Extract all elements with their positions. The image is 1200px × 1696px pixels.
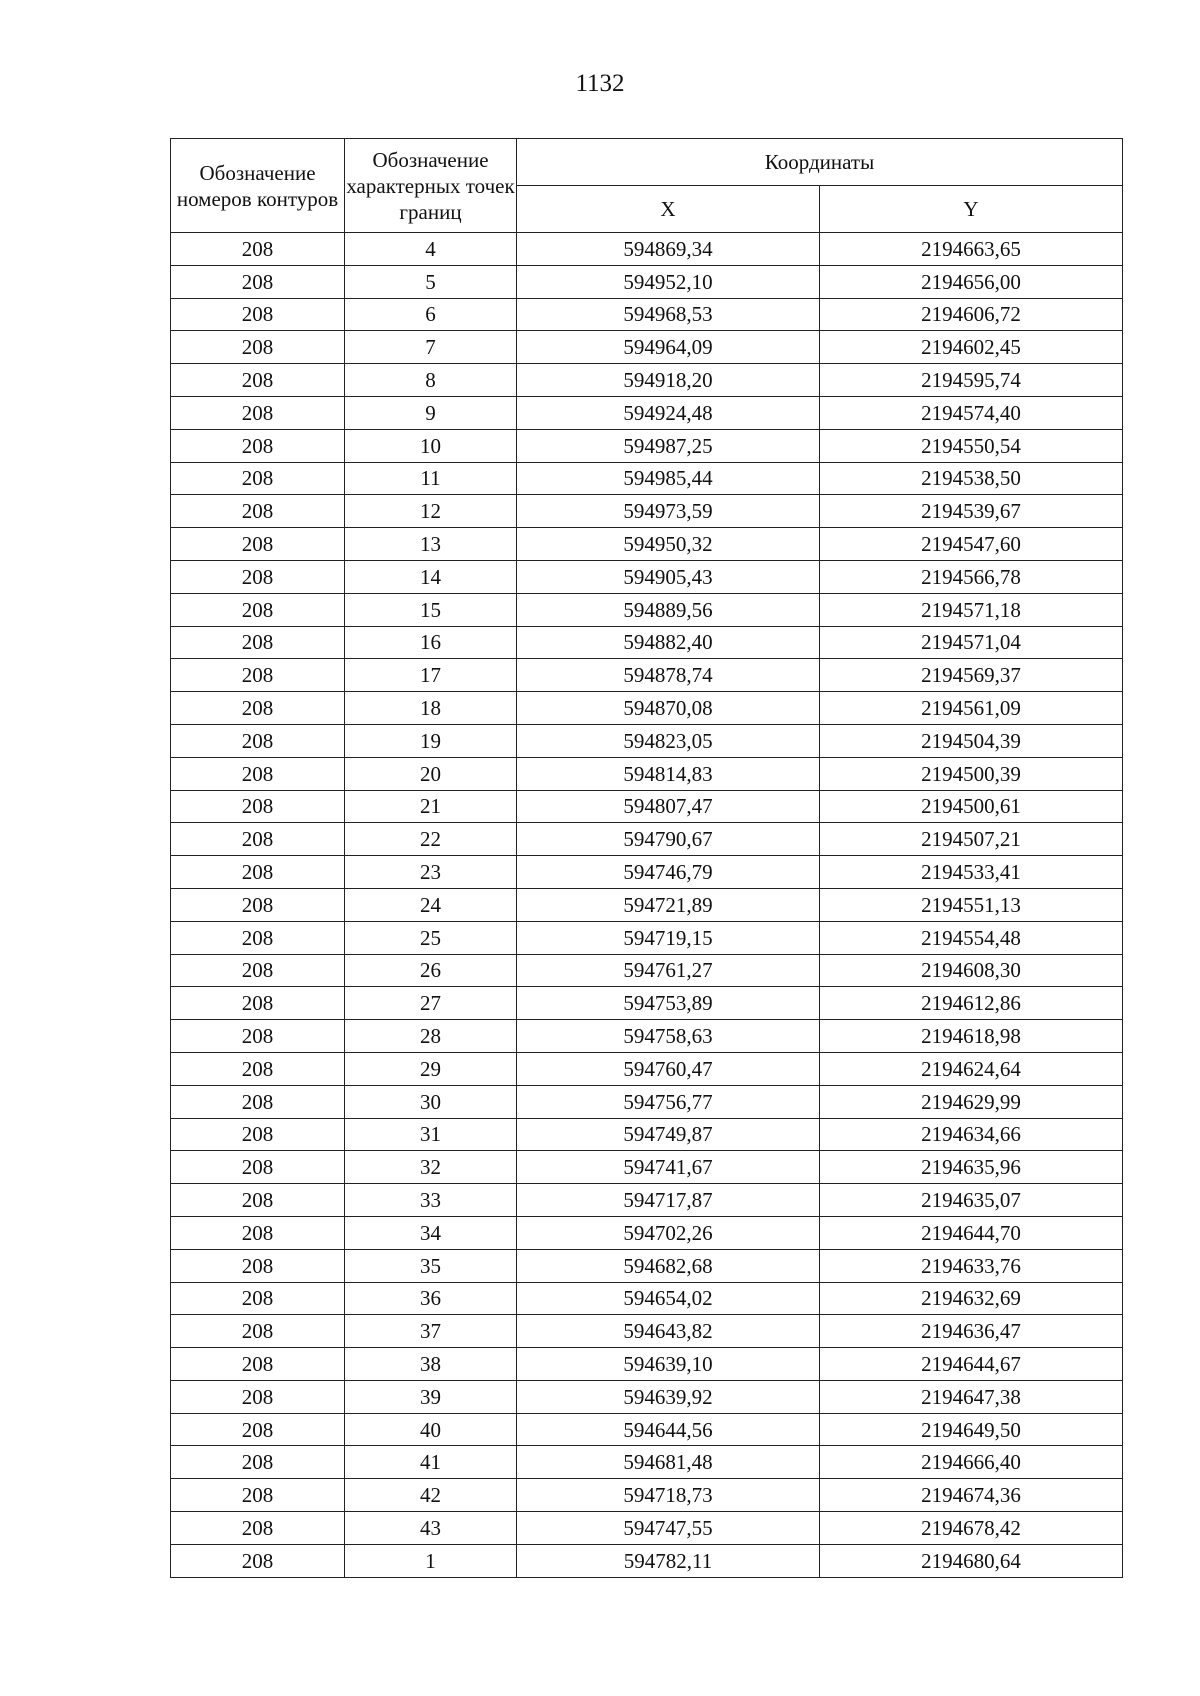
cell-x: 594870,08 [517,692,820,725]
cell-contour-number: 208 [171,659,345,692]
cell-y: 2194680,64 [820,1544,1123,1577]
cell-point-number: 43 [345,1512,517,1545]
cell-x: 594718,73 [517,1479,820,1512]
table-row [171,462,1123,495]
cell-y: 2194612,86 [820,987,1123,1020]
cell-point-number: 33 [345,1184,517,1217]
cell-contour-number: 208 [171,1249,345,1282]
table-row [171,1446,1123,1479]
cell-point-number: 16 [345,626,517,659]
cell-y: 2194569,37 [820,659,1123,692]
cell-point-number: 18 [345,692,517,725]
cell-x: 594987,25 [517,429,820,462]
cell-y: 2194500,39 [820,757,1123,790]
cell-x: 594643,82 [517,1315,820,1348]
cell-point-number: 27 [345,987,517,1020]
cell-contour-number: 208 [171,528,345,561]
table-row [171,1118,1123,1151]
table-row [171,954,1123,987]
header-x: X [517,186,820,233]
cell-x: 594681,48 [517,1446,820,1479]
cell-x: 594719,15 [517,921,820,954]
cell-point-number: 42 [345,1479,517,1512]
cell-point-number: 41 [345,1446,517,1479]
cell-x: 594950,32 [517,528,820,561]
table-row [171,1249,1123,1282]
cell-point-number: 28 [345,1020,517,1053]
cell-point-number: 25 [345,921,517,954]
cell-point-number: 17 [345,659,517,692]
cell-y: 2194644,67 [820,1348,1123,1381]
cell-contour-number: 208 [171,233,345,266]
cell-contour-number: 208 [171,1151,345,1184]
cell-point-number: 35 [345,1249,517,1282]
table-row [171,1512,1123,1545]
table-row [171,331,1123,364]
table-row [171,692,1123,725]
cell-x: 594968,53 [517,298,820,331]
cell-x: 594654,02 [517,1282,820,1315]
cell-x: 594918,20 [517,364,820,397]
cell-y: 2194574,40 [820,396,1123,429]
table-row [171,888,1123,921]
cell-y: 2194644,70 [820,1216,1123,1249]
cell-x: 594985,44 [517,462,820,495]
cell-point-number: 10 [345,429,517,462]
cell-y: 2194595,74 [820,364,1123,397]
table-row [171,593,1123,626]
cell-contour-number: 208 [171,790,345,823]
cell-contour-number: 208 [171,560,345,593]
cell-y: 2194507,21 [820,823,1123,856]
table-row [171,364,1123,397]
cell-point-number: 34 [345,1216,517,1249]
cell-x: 594807,47 [517,790,820,823]
cell-contour-number: 208 [171,1446,345,1479]
cell-contour-number: 208 [171,298,345,331]
cell-y: 2194550,54 [820,429,1123,462]
cell-y: 2194624,64 [820,1052,1123,1085]
cell-y: 2194635,07 [820,1184,1123,1217]
cell-point-number: 1 [345,1544,517,1577]
table-row [171,987,1123,1020]
cell-point-number: 7 [345,331,517,364]
table-row [171,921,1123,954]
cell-y: 2194539,67 [820,495,1123,528]
table-header [171,139,1123,233]
cell-y: 2194663,65 [820,233,1123,266]
cell-point-number: 22 [345,823,517,856]
cell-x: 594753,89 [517,987,820,1020]
cell-contour-number: 208 [171,692,345,725]
cell-y: 2194634,66 [820,1118,1123,1151]
cell-point-number: 37 [345,1315,517,1348]
cell-y: 2194504,39 [820,724,1123,757]
cell-point-number: 32 [345,1151,517,1184]
cell-contour-number: 208 [171,987,345,1020]
page-number: 1132 [575,70,625,97]
cell-x: 594952,10 [517,265,820,298]
table-row [171,1216,1123,1249]
cell-point-number: 38 [345,1348,517,1381]
cell-contour-number: 208 [171,823,345,856]
table-row [171,1380,1123,1413]
table-row [171,429,1123,462]
cell-y: 2194533,41 [820,856,1123,889]
cell-point-number: 26 [345,954,517,987]
cell-point-number: 4 [345,233,517,266]
cell-point-number: 11 [345,462,517,495]
cell-x: 594869,34 [517,233,820,266]
cell-x: 594721,89 [517,888,820,921]
cell-contour-number: 208 [171,1315,345,1348]
cell-point-number: 5 [345,265,517,298]
table-row [171,1348,1123,1381]
cell-y: 2194633,76 [820,1249,1123,1282]
cell-contour-number: 208 [171,1512,345,1545]
cell-contour-number: 208 [171,331,345,364]
cell-y: 2194618,98 [820,1020,1123,1053]
table-row [171,1282,1123,1315]
table-row [171,823,1123,856]
cell-contour-number: 208 [171,1216,345,1249]
cell-contour-number: 208 [171,1348,345,1381]
cell-contour-number: 208 [171,921,345,954]
table-row [171,233,1123,266]
cell-contour-number: 208 [171,724,345,757]
table-row [171,396,1123,429]
cell-x: 594790,67 [517,823,820,856]
coordinates-table [170,138,1123,1578]
table-row [171,1479,1123,1512]
cell-y: 2194656,00 [820,265,1123,298]
cell-contour-number: 208 [171,462,345,495]
header-y: Y [820,186,1123,233]
cell-y: 2194674,36 [820,1479,1123,1512]
cell-contour-number: 208 [171,888,345,921]
cell-contour-number: 208 [171,1380,345,1413]
header-boundary-points: Обозначение характерных точек границ [345,139,517,233]
cell-point-number: 20 [345,757,517,790]
cell-contour-number: 208 [171,1184,345,1217]
cell-y: 2194636,47 [820,1315,1123,1348]
cell-x: 594814,83 [517,757,820,790]
cell-x: 594882,40 [517,626,820,659]
cell-contour-number: 208 [171,265,345,298]
cell-x: 594741,67 [517,1151,820,1184]
table-row [171,1151,1123,1184]
cell-x: 594924,48 [517,396,820,429]
cell-contour-number: 208 [171,495,345,528]
table-body [171,233,1123,1578]
cell-y: 2194635,96 [820,1151,1123,1184]
cell-x: 594747,55 [517,1512,820,1545]
cell-point-number: 19 [345,724,517,757]
cell-contour-number: 208 [171,1052,345,1085]
table-row [171,1052,1123,1085]
cell-x: 594639,10 [517,1348,820,1381]
cell-contour-number: 208 [171,757,345,790]
cell-x: 594749,87 [517,1118,820,1151]
cell-y: 2194571,18 [820,593,1123,626]
cell-point-number: 8 [345,364,517,397]
cell-point-number: 31 [345,1118,517,1151]
cell-contour-number: 208 [171,429,345,462]
cell-contour-number: 208 [171,1282,345,1315]
table-row [171,659,1123,692]
cell-contour-number: 208 [171,1020,345,1053]
table-row [171,495,1123,528]
cell-y: 2194629,99 [820,1085,1123,1118]
cell-x: 594682,68 [517,1249,820,1282]
cell-y: 2194561,09 [820,692,1123,725]
table-row [171,1184,1123,1217]
cell-x: 594889,56 [517,593,820,626]
cell-point-number: 13 [345,528,517,561]
table-row [171,790,1123,823]
cell-point-number: 39 [345,1380,517,1413]
cell-point-number: 21 [345,790,517,823]
cell-y: 2194551,13 [820,888,1123,921]
cell-x: 594758,63 [517,1020,820,1053]
cell-point-number: 23 [345,856,517,889]
cell-y: 2194566,78 [820,560,1123,593]
table-row [171,626,1123,659]
cell-point-number: 15 [345,593,517,626]
cell-contour-number: 208 [171,364,345,397]
cell-y: 2194608,30 [820,954,1123,987]
cell-point-number: 12 [345,495,517,528]
cell-contour-number: 208 [171,1479,345,1512]
cell-y: 2194538,50 [820,462,1123,495]
cell-point-number: 6 [345,298,517,331]
cell-contour-number: 208 [171,1118,345,1151]
table-row [171,1085,1123,1118]
cell-x: 594878,74 [517,659,820,692]
cell-point-number: 14 [345,560,517,593]
table-row [171,265,1123,298]
cell-point-number: 9 [345,396,517,429]
cell-x: 594905,43 [517,560,820,593]
table-row [171,1413,1123,1446]
cell-y: 2194647,38 [820,1380,1123,1413]
table-row [171,856,1123,889]
cell-x: 594760,47 [517,1052,820,1085]
cell-y: 2194649,50 [820,1413,1123,1446]
cell-contour-number: 208 [171,593,345,626]
cell-x: 594756,77 [517,1085,820,1118]
header-contour-numbers: Обозначение номеров контуров [171,139,345,233]
cell-point-number: 30 [345,1085,517,1118]
cell-y: 2194602,45 [820,331,1123,364]
header-coordinates: Координаты [517,139,1123,186]
cell-y: 2194632,69 [820,1282,1123,1315]
cell-y: 2194571,04 [820,626,1123,659]
cell-point-number: 40 [345,1413,517,1446]
cell-y: 2194554,48 [820,921,1123,954]
cell-contour-number: 208 [171,1413,345,1446]
cell-y: 2194547,60 [820,528,1123,561]
table-row [171,560,1123,593]
cell-y: 2194500,61 [820,790,1123,823]
cell-contour-number: 208 [171,856,345,889]
cell-x: 594973,59 [517,495,820,528]
cell-contour-number: 208 [171,626,345,659]
cell-x: 594823,05 [517,724,820,757]
cell-x: 594782,11 [517,1544,820,1577]
cell-x: 594964,09 [517,331,820,364]
cell-point-number: 29 [345,1052,517,1085]
cell-point-number: 36 [345,1282,517,1315]
cell-x: 594644,56 [517,1413,820,1446]
table-row [171,1315,1123,1348]
cell-contour-number: 208 [171,954,345,987]
cell-contour-number: 208 [171,1085,345,1118]
cell-point-number: 24 [345,888,517,921]
cell-x: 594717,87 [517,1184,820,1217]
table-row [171,1544,1123,1577]
cell-contour-number: 208 [171,396,345,429]
table-row [171,298,1123,331]
cell-y: 2194666,40 [820,1446,1123,1479]
cell-y: 2194606,72 [820,298,1123,331]
cell-x: 594761,27 [517,954,820,987]
cell-x: 594639,92 [517,1380,820,1413]
table-row [171,528,1123,561]
cell-x: 594702,26 [517,1216,820,1249]
table-row [171,1020,1123,1053]
cell-y: 2194678,42 [820,1512,1123,1545]
table-row [171,724,1123,757]
table-row [171,757,1123,790]
cell-x: 594746,79 [517,856,820,889]
cell-contour-number: 208 [171,1544,345,1577]
